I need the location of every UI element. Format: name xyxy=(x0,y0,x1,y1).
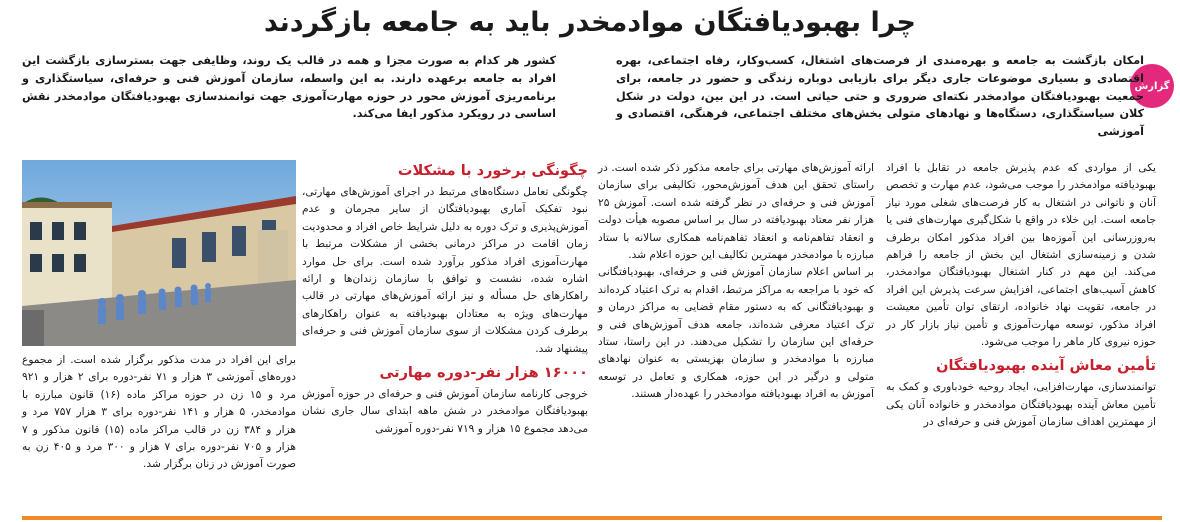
column-2-paragraph-1: ارائه آموزش‌های مهارتی برای جامعه مذکور ذکر شده است. در راستای تحقق این هدف آموزش‌محور، تکالیفی برای سازمان آموزش فنی و حرفه‌ای در نظر گرفته شده است. آموزش ۲۵ هزار نفر معتاد بهبودیافته در سال بر اساس مصوبه هیأت دولت و انعقاد تفاهم‌نامه و انعقاد تفاهم‌نامه همکاری سالانه با ستاد مبارزه با موادمخدر مهمترین تکالیف این حوزه اعلام شد. xyxy=(598,162,874,262)
lead-paragraph-left: کشور هر کدام به صورت مجزا و همه در قالب یک روند، وظایفی جهت بسترسازی بازگشت این افراد به جامعه برعهده دارند. به این واسطه، سازمان آموزش فنی و حرفه‌ای، سیاستگذاری و برنامه‌ریزی آموزش محور در حوزه مهارت‌آموزی جهت توانمندسازی بهبودیافتگان موادمخدر نقش اساسی در رویکرد مذکور ایفا می‌کند. xyxy=(22,54,556,121)
column-2 xyxy=(598,160,874,404)
column-3-subheading-1: چگونگی برخورد با مشکلات xyxy=(397,163,588,179)
column-1-paragraph-1: یکی از مواردی که عدم پذیرش جامعه در تقابل با افراد بهبودیافته موادمخدر را موجب می‌شود، عدم مهارت و تخصص آنان و ناتوانی در اشتغال به کار فرصت‌های شغلی مورد نیاز جامعه است. این خلاء در واقع با شکل‌گیری مهارت‌های فنی یا به‌روزرسانی این آموزه‌ها بین افراد مذکور امکان برطرف شدن و زمینه‌سازی اشتغال این بخش از جامعه را فراهم می‌کند. این مهم در کنار اشتغال بهبودیافتگان موادمخدر، کاهش آسیب‌های اجتماعی، افزایش سرعت پذیرش این افراد در جامعه، تقویت نهاد خانواده، ارتقای توان تأمین معیشت افراد مذکور، توسعه مهارت‌آموزی و تأمین نیاز بازار کار در حوزه نیروی کار ماهر را موجب می‌شود. xyxy=(886,162,1156,349)
column-2-paragraph-2: بر اساس اعلام سازمان آموزش فنی و حرفه‌ای، بهبودیافتگانی که خود با مراجعه به مراکز مرتبط، اقدام به ترک اعتیاد کرده‌اند و بهبودیافتگانی که به دستور مقام قضایی به مراکز درمان و ترک اعتیاد معرفی شده‌اند، جامعه هدف آموزش‌های فنی و حرفه‌ای این سازمان را تشکیل می‌دهند. در این راستا، ستاد مبارزه با موادمخدر و سازمان بهزیستی به عنوان نهادهای متولی و درگیر در این حوزه، همکاری و تعامل در توسعه آموزش به افراد بهبودیافته موادمخدر را عهده‌دار هستند. xyxy=(598,266,874,401)
column-3 xyxy=(302,160,588,438)
column-3-paragraph-2: خروجی کارنامه سازمان آموزش فنی و حرفه‌ای در حوزه آموزش بهبودیافتگان موادمخدر در شش ماهه ابتدای سال جاری نشان می‌دهد مجموع ۱۵ هزار و ۷۱۹ نفر-دوره آموزشی xyxy=(302,388,588,435)
column-4-paragraph-1: برای این افراد در مدت مذکور برگزار شده است. از مجموع دوره‌های آموزشی ۳ هزار و ۷۱ نفر-دوره برای ۲ هزار و ۹۲۱ مرد و ۱۵ زن در حوزه مراکز ماده (۱۶) قانون مبارزه با موادمخدر، ۵ هزار و ۱۴۱ نفر-دوره برای ۳ هزار ۷۵۷ مرد و هزار و ۳۸۴ زن در قالب مراکز ماده (۱۵) قانون مذکور و ۷ هزار و ۷۰۵ نفر-دوره برای ۷ هزار و ۳۰۰ مرد و ۴۰۵ زن به صورت آموزش در زنان برگزار شد. xyxy=(22,354,297,471)
report-badge: گزارش xyxy=(1130,64,1174,108)
column-3-subheading-2: ۱۶۰۰۰ هزار نفر-دوره مهارتی xyxy=(379,365,588,382)
training-center-photo-illustration xyxy=(22,160,296,346)
lead-paragraph-right: امکان بازگشت به جامعه و بهره‌مندی از فرصت‌های اشتغال، کسب‌وکار، رفاه اجتماعی، بهره اقتصادی و بسیاری موضوعات جاری دیگر برای بازیابی دوباره زندگی و حضور در جامعه، برای جمعیت بهبودیافتگان موادمخدر نکته‌ای ضروری و حتی حیاتی است. در این بین، دولت در شکل کلان سیاستگذاری، دستگاه‌ها و نهادهای متولی بخش‌های مختلف اجتماعی، فرهنگی، اقتصادی و آموزشی xyxy=(616,54,1144,139)
column-1-subheading: تأمین معاش آینده بهبودیافتگان xyxy=(936,358,1156,375)
article-photo xyxy=(22,160,296,346)
column-4 xyxy=(22,352,296,474)
article-headline: چرا بهبودیافتگان موادمخدر باید به جامعه بازگردند xyxy=(264,7,916,38)
column-3-paragraph-1: چگونگی تعامل دستگاه‌های مرتبط در اجرای آموزش‌های مهارتی، نبود تفکیک آماری بهبودیافتگان از سایر مجرمان و عدم آموزش‌پذیری و ترک دوره به دلیل شرایط خاص افراد و محدودیت زمان اقامت در مراکز درمانی بخشی از مشکلات مرتبط با مهارت‌آموزی افراد مذکور برآورد شده است. برای حل موارد اشاره شده، نشست و توافق با سازمان زندان‌ها و ارائه راهکارهای حل مسأله و نیز ارائه آموزش‌های مهارتی در قالب مهارت‌های ویژه به معتادان بهبودیافته به عنوان راهکارهای برطرف کردن مشکلات از سوی سازمان آموزش فنی و حرفه‌ای پیشنهاد شد. xyxy=(302,186,588,355)
column-1 xyxy=(886,160,1156,432)
column-1-paragraph-2: توانمندسازی، مهارت‌افزایی، ایجاد روحیه خودباوری و کمک به تأمین معاش آینده بهبودیافتگان موادمخدر و خانواده آنان یکی از مهمترین اهداف سازمان آموزش فنی و حرفه‌ای در xyxy=(886,381,1156,429)
bottom-rule xyxy=(22,516,1162,520)
